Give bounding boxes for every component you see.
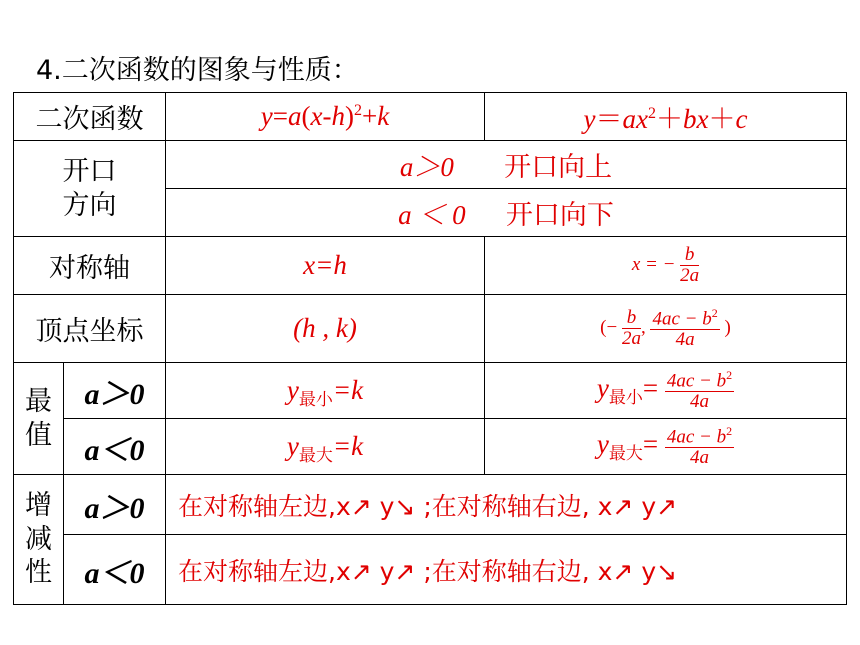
opening-label: 开口 方向 xyxy=(14,141,166,237)
max-vertex-cell xyxy=(166,419,485,475)
min-general-formula: $y_{最小}=$ $\frac{4ac - b^2}{4a}$ xyxy=(596,367,733,413)
min-vertex-formula: $y_{最小}=k$ xyxy=(286,375,364,410)
vertex-label: 顶点坐标 xyxy=(14,295,166,363)
axis-label: 对称轴 xyxy=(14,237,166,295)
monotonic-neg-cell xyxy=(166,535,847,605)
axis-general-formula: x = − $\frac{b}{2a}$ xyxy=(631,244,700,286)
monotonic-label: 增 减 性 xyxy=(14,475,64,605)
opening-down-cell xyxy=(166,189,847,237)
vertex-general-formula: (− $\frac{b}{2a}$ , $\frac{4ac - b^2}{4a}$ ) xyxy=(600,305,731,351)
min-general-cell xyxy=(485,363,847,419)
vertex-form-formula: $y=a(x-h)^2+k$ xyxy=(260,101,390,131)
vertex-vertex-formula: (h , k) xyxy=(293,313,357,343)
extreme-label: 最 值 xyxy=(14,363,64,475)
max-general-formula: $y_{最大}=$ $\frac{4ac - b^2}{4a}$ xyxy=(596,423,733,469)
opening-down-text: 开口向下 xyxy=(505,200,614,231)
header-label: 二次函数 xyxy=(14,93,166,141)
opening-up-cell xyxy=(166,141,847,189)
axis-general-cell xyxy=(485,237,847,295)
monotonic-pos-condition-cell xyxy=(64,475,166,535)
section-heading: 4.二次函数的图象与性质： xyxy=(36,55,359,86)
extreme-neg-condition: a＜0 xyxy=(84,433,145,467)
min-vertex-cell xyxy=(166,363,485,419)
extreme-pos-condition-cell xyxy=(64,363,166,419)
monotonic-neg-condition: a＜0 xyxy=(84,556,145,590)
monotonic-pos-cell xyxy=(166,475,847,535)
vertex-form-cell xyxy=(166,93,485,141)
vertex-vertex-cell xyxy=(166,295,485,363)
opening-up-condition: a＞0 xyxy=(399,152,454,182)
max-vertex-formula: $y_{最大}=k$ xyxy=(286,431,364,466)
axis-vertex-formula: x=h xyxy=(303,250,347,280)
opening-down-condition: a ＜ 0 xyxy=(398,200,466,230)
extreme-pos-condition: a＞0 xyxy=(84,377,145,411)
vertex-general-cell xyxy=(485,295,847,363)
general-form-formula: $y=ax^2+bx+c$ xyxy=(583,104,748,134)
opening-up-text: 开口向上 xyxy=(504,152,613,183)
monotonic-neg-condition-cell xyxy=(64,535,166,605)
general-form-cell xyxy=(485,93,847,141)
quadratic-properties-table xyxy=(13,92,847,605)
max-general-cell xyxy=(485,419,847,475)
monotonic-neg-text: 在对称轴左边,x↗ y↗ ;在对称轴右边, x↗ y↘ xyxy=(178,556,678,586)
monotonic-pos-text: 在对称轴左边,x↗ y↘ ;在对称轴右边, x↗ y↗ xyxy=(178,491,678,521)
extreme-neg-condition-cell xyxy=(64,419,166,475)
monotonic-pos-condition: a＞0 xyxy=(84,491,145,525)
axis-vertex-cell xyxy=(166,237,485,295)
